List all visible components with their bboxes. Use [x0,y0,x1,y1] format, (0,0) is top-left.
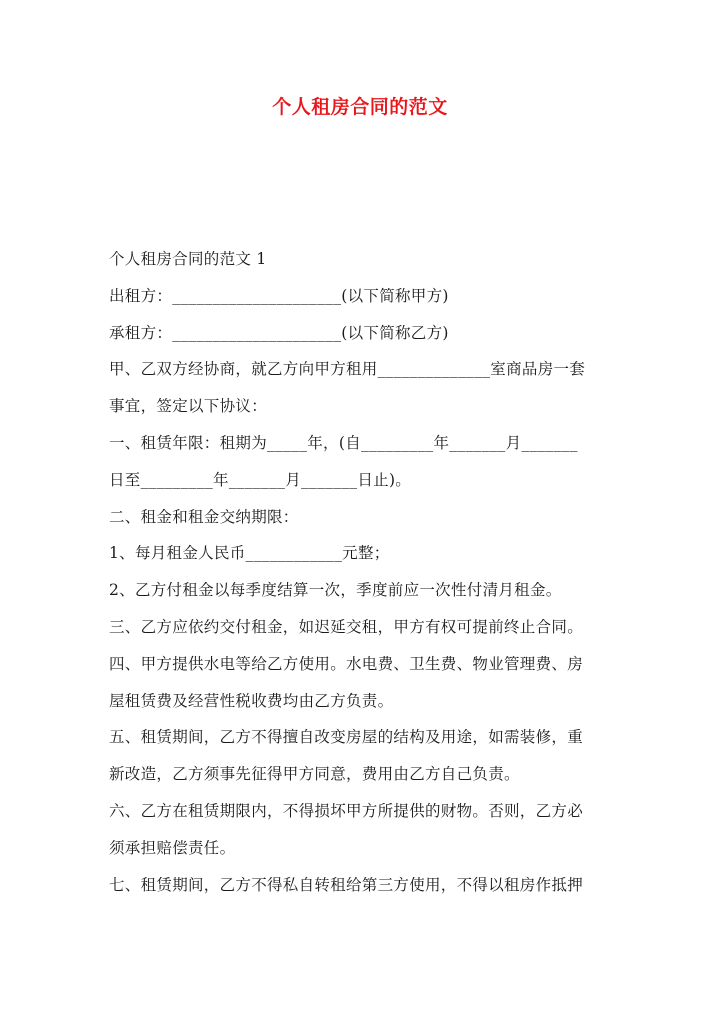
paragraph-line: 六、乙方在租赁期限内，不得损坏甲方所提供的财物。否则，乙方必 [109,801,584,820]
paragraph-line: 五、租赁期间，乙方不得擅自改变房屋的结构及用途，如需装修，重 [109,728,584,747]
document-title: 个人租房合同的范文 [272,96,448,118]
paragraph-line: 事宜，签定以下协议： [109,397,268,416]
paragraph-line: 甲、乙双方经协商，就乙方向甲方租用______________室商品房一套 [109,360,586,379]
paragraph-line: 2、乙方付租金以每季度结算一次，季度前应一次性付清月租金。 [109,581,562,600]
paragraph-line: 一、租赁年限：租期为_____年，(自_________年_______月_______ [109,433,578,452]
paragraph-line: 日至_________年_______月_______日止)。 [109,470,412,489]
paragraph-line: 须承担赔偿责任。 [109,838,236,857]
paragraph-line: 新改造，乙方须事先征得甲方同意，费用由乙方自己负责。 [109,765,520,784]
paragraph-line: 三、乙方应依约交付租金，如迟延交租，甲方有权可提前终止合同。 [109,617,584,636]
paragraph-line: 1、每月租金人民币____________元整； [109,544,390,563]
lessor-line: 出租方：_____________________(以下简称甲方) [109,286,449,305]
paragraph-line: 屋租赁费及经营性税收费均由乙方负责。 [109,691,394,710]
section-heading: 个人租房合同的范文 1 [109,250,267,268]
paragraph-line: 四、甲方提供水电等给乙方使用。水电费、卫生费、物业管理费、房 [109,654,584,673]
paragraph-line: 二、租金和租金交纳期限： [109,507,299,526]
document-body [109,241,629,903]
paragraph-line: 七、租赁期间，乙方不得私自转租给第三方使用，不得以租房作抵押 [109,875,584,894]
lessee-line: 承租方：_____________________(以下简称乙方) [109,323,449,342]
